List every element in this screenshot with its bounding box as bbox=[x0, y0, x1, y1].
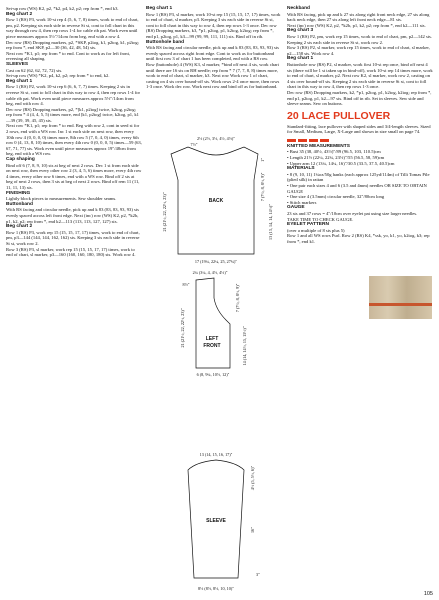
section-heading: KNITTED MEASUREMENTS bbox=[287, 143, 350, 149]
schematic-sleeve bbox=[146, 450, 286, 595]
back-side-c: 13 (13, 14, 14, 14½)" bbox=[268, 204, 273, 240]
section-heading: Buttonband bbox=[6, 201, 33, 207]
front-top-measure: 2¼ (3¼, 4, 4½, 4½)" bbox=[192, 270, 228, 275]
sleeve-top-measure: 13 (14, 15, 16, 17)" bbox=[199, 452, 233, 457]
paragraph: Row 1 (RS) P2, work 10-st rep 6 (6, 6, 7, 7) times. Keeping 2 sts in reverse St st, cont to foll chart in this way to row 4, then rep rows 1-4 for cable rib pat. Work even until piece measures approx 5½"/14cm from beg, end with row 4. bbox=[6, 84, 141, 107]
paragraph: Next row *K1, p1; rep from * to end. Cont to work as for left front, reversing all shaping. bbox=[6, 50, 131, 62]
paragraph: Row 1 (RS) P3, work rep 15 (15, 15, 17, 17) times, work to end of chart, pm, p3—144 (144, 144, 162, 162) sts. Keeping 3 sts each side in reverse St st, work row 2. bbox=[6, 229, 140, 246]
section-heading: Beg chart 1 bbox=[146, 6, 173, 11]
paragraph: Standard-fitting, lace pullover with shaped sides and 3/4-length sleeves. Sized for Small, Medium, Large, X-Large and shown in size small on page 74. bbox=[287, 123, 431, 135]
pullover-photo-swatch bbox=[369, 276, 432, 319]
front-side-b: 14 (14, 14½, 15, 15½)" bbox=[242, 326, 247, 366]
paragraph: With RS facing, pick up and k 27 sts along right front neck edge, 27 sts along back neck edge, then 27 sts along left front neck edge—81 sts. bbox=[287, 11, 430, 23]
paragraph: (over a multiple of 8 sts plus 5) bbox=[287, 227, 345, 233]
section-heading: Beg chart 2 bbox=[6, 224, 33, 230]
section-heading: EYELET PATTERN bbox=[287, 222, 329, 228]
paragraph: Row 1 (RS) P2, pm, work rep 15 times, work to end of chart, pm, p2—142 sts. Keeping 2 sts each side in reverse St st, work row 2. bbox=[287, 33, 432, 45]
front-side-a: 7 (7½, 8, 8½, 9)" bbox=[235, 283, 240, 313]
sleeve-base-measure: 8½ (8½, 8½, 10, 10)" bbox=[198, 586, 234, 591]
section-heading: Neckband bbox=[287, 6, 310, 11]
back-neck-measure: 2½ (2½, 3½, 4½, 4½)" bbox=[197, 136, 235, 141]
paragraph: Lightly block pieces to measurements. Sew shoulder seams. bbox=[6, 196, 117, 202]
paragraph: • Stitch markers bbox=[287, 199, 317, 205]
divider-bar bbox=[320, 139, 329, 142]
back-side-a: 1" bbox=[260, 158, 265, 162]
sleeve-side-measure: 3" bbox=[256, 572, 260, 577]
paragraph: Dec row (RS) Dropping markers, p2, *[k1, p2tog] twice, k2tog, p2tog; rep from * 4 (4, 4, 5, 5) times more, end [k1, p2tog] twice, k2tog, p1, k1—39 (39, 39, 45, 45) sts. bbox=[6, 106, 139, 123]
front-width-measure: 6 (8, 9¼, 10½, 12)" bbox=[196, 372, 230, 377]
paragraph: Row (buttonhole) 4 (WS) K3, sl marker, *bind off next 4 sts, work chart until there are 16 sts on RH needle; rep from * 7 (7, 7, 8, 8) times more, work to end of chart, sl marker, k3. Next row Work row 1 of chart, casting on 4 sts over bound-off sts. Work rows 2-4 once more, then rows 1-3 once. Work dec row. Work next row and bind off as for buttonband. bbox=[146, 61, 280, 90]
sleeve-cap-measure: 4½ (5, 5½, 6)" bbox=[250, 465, 255, 491]
paragraph: • 8 (9, 10, 11) 1¾oz/50g hanks (each approx 125yd/114m) of Tilli Tomas Pile (plied silk) in rattan bbox=[287, 171, 430, 183]
paragraph: Row 3 (RS) P2, sl marker, work rep 15 times, work to end of chart, sl marker, p2—158 sts. Work row 4. bbox=[287, 45, 430, 56]
schematic-back bbox=[146, 132, 286, 267]
back-side-b: 7 (7½, 8, 8½, 9)" bbox=[260, 172, 265, 202]
section-heading: SLEEVES bbox=[6, 61, 29, 67]
section-heading: Beg chart 1 bbox=[287, 56, 314, 62]
paragraph: Row 1 (RS) P3, work 10-st rep 4 (5, 6, 7, 8) times, work to end of chart, pm, p2. Keeping sts each side in reverse St st, cont to foll chart in this way through row 4, then rep rows 1-4 for cable rib pat. Work even until piece measures approx 5½"/14cm from beg, end with a row 4. bbox=[6, 17, 139, 39]
paragraph: Buttonhole row (RS) P2, sl marker, work first 10-st rep once, bind off next 4 sts (there will be 1 st taken up in bind-off), work 10-st rep 14 times more, work to end of chart, sl marker, p2. Next row K2, sl marker, work row 2, casting on 4 sts over bound-off sts. Keeping 2 sts each side in reverse St st, cont to foll chart in this way to row 4, then rep rows 1-3 once. bbox=[287, 61, 433, 90]
paragraph: • Bust 35 (38, 40½, 43½)"/89 (96.5, 103, 110.5)cm bbox=[287, 149, 381, 155]
paragraph: • One pair each sizes 4 and 6 (3.5 and 4mm) needles OR SIZE TO OBTAIN GAUGE bbox=[287, 183, 427, 194]
section-heading: MATERIALS bbox=[287, 166, 315, 172]
paragraph: Next (inc) row (WS) K2, p2, *k2b, p1, k2, p2; rep from *, end k2—111 sts. bbox=[287, 22, 426, 28]
sleeve-length-measure: 16" bbox=[250, 527, 255, 533]
paragraph: Set-up row (WS) *K2, p4, k2, p2; rep from * to end, k2. bbox=[6, 73, 110, 79]
front-label-2: FRONT bbox=[203, 343, 221, 349]
paragraph: Set-up row (WS) K2, p2, *k2, p4, k2, p2; rep from *, end k3. bbox=[6, 6, 119, 11]
back-top-measure: 7½" bbox=[190, 142, 198, 147]
column-left bbox=[6, 6, 142, 258]
section-heading: FINISHING bbox=[6, 190, 31, 196]
paragraph: • One size 4 (3.5mm) circular needle, 32"/80cm long bbox=[287, 194, 385, 200]
paragraph: • Upper arm 12 (13¼, 14¼, 16)"/30.5 (33.5, 37.5, 40.5)cm bbox=[287, 160, 395, 166]
front-height-measure: 21 (21½, 22, 22½, 23)" bbox=[180, 308, 185, 348]
section-heading: GAUGE bbox=[287, 205, 305, 211]
paragraph: Next row *K1, p1; rep from * to end. Beg with row 2, cont in seed st for 2 rows, end with a WS row. Inc 1 st each side on next row, then every 10th row 4 (0, 0, 0, 0) times more, 8th row 5 (7, 0, 4, 0) times, every 6th row 0 (4, 13, 8, 10) times, then every 4th row 0 (0, 0, 0, 5) times—59 (63, 67, 71, 77) sts. Work even until piece measures approx 19"/48cm from beg, end with a WS row. bbox=[6, 123, 142, 157]
column-right bbox=[287, 6, 433, 245]
paragraph: Row 3 (RS) P3, sl marker, work rep 15 (15, 15, 17, 17) times, work to end of chart, sl marker, p3—160 (160, 160, 180, 180) sts. Work row 4. bbox=[6, 246, 136, 258]
paragraph: Dec row (RS) Dropping markers, k2, *p1, p2tog, p1, k2tog, k2tog; rep from *, end p1, p2tog, p1, k2—97 sts. Bind off in rib. Set in sleeves. Sew side and sleeve seams. Sew on buttons. bbox=[287, 89, 432, 107]
schematic-left-front bbox=[146, 268, 286, 378]
column-middle bbox=[146, 6, 281, 90]
section-heading: Buttonhole band bbox=[146, 39, 185, 45]
paragraph: • Length 21½ (22¼, 22¾, 23½)"/55 (56.5, 58, 59)cm bbox=[287, 155, 385, 161]
divider-bar bbox=[309, 139, 318, 142]
paragraph: Cast on 62 (62, 62, 72, 72) sts. bbox=[6, 67, 63, 73]
paragraph: With RS facing and circular needle, pick up and k 83 (83, 83, 93, 93) sts evenly spaced across left front edge. Next (inc) row (WS) K2, p2, *k2b, p1, k2, p2; rep from *, end k2—113 (113, 113, 127, 127) sts. bbox=[6, 207, 139, 224]
section-heading: Beg chart 1 bbox=[6, 78, 33, 84]
divider-bar bbox=[298, 139, 307, 142]
front-outline bbox=[196, 278, 230, 368]
section-heading: Cap shaping bbox=[6, 157, 35, 163]
front-shoulder-measure: 8½" bbox=[182, 282, 190, 287]
pattern-title: 20 LACE PULLOVER bbox=[287, 109, 391, 122]
page-number: 105 bbox=[423, 591, 433, 597]
back-width-measure: 17 (19¼, 22¼, 25, 27¾)" bbox=[194, 259, 238, 264]
divider-bar bbox=[287, 139, 296, 142]
section-heading: Beg chart 2 bbox=[6, 11, 33, 17]
paragraph: TAKE TIME TO CHECK GAUGE. bbox=[287, 216, 354, 222]
paragraph: Row 1 and all WS rows Purl. Row 2 (RS) K4, *ssk, yo, k1, yo, k2tog, k3; rep from *, end k1. bbox=[287, 233, 430, 244]
back-label: BACK bbox=[208, 198, 224, 204]
sleeve-label: SLEEVE bbox=[206, 518, 226, 524]
section-heading: Beg chart 3 bbox=[287, 28, 314, 34]
paragraph: With RS facing and circular needle, pick up and k 83 (83, 83, 93, 93) sts evenly spaced across right front edge. Cont to work as for buttonband until first row 3 of chart 1 has been completed, end with a RS row. bbox=[146, 45, 279, 62]
paragraph: 23 sts and 37 rows = 4"/10cm over eyelet pat using size larger needles. bbox=[287, 211, 418, 216]
paragraph: Row 1 (RS) P3, sl marker, work 10-st rep 15 (15, 15, 17, 17) times, work to end of chart, sl marker, p3. Keeping 3 sts each side in reverse St st, cont to foll chart in this way to row 4, then rep rows 1-3 once. Dec row (RS) Dropping markers, k3, *p1, p2tog, p1, k2tog, k2tog; rep from *, end p1, p2tog, p1, k3—99 (99, 99, 111, 111) sts. Bind off in rib. bbox=[146, 11, 281, 39]
paragraph: Dec row (RS) Dropping markers, p2, *SKP, p2tog, k1, p2tog, k1, p2tog; rep from *, end SKP, p2—30 (36, 42, 48, 54) sts. bbox=[6, 39, 139, 51]
section-divider-bars bbox=[287, 139, 433, 142]
back-height-measure: 21 (21½, 22, 22½, 23)" bbox=[162, 192, 167, 232]
paragraph: Bind off 6 (7, 8, 9, 10) sts at beg of next 2 rows. Dec 1 st from each side on next row, then every other row 2 (3, 4, 5, 6) times more, every 4th row 4 times, every other row 6 times, end with a WS row. Bind off 2 sts at beg of next 2 rows, then 3 sts at beg of next 2 rows. Bind off rem 11 (11, 11, 11, 13) sts. bbox=[6, 162, 142, 190]
front-label-1: LEFT bbox=[205, 336, 219, 342]
